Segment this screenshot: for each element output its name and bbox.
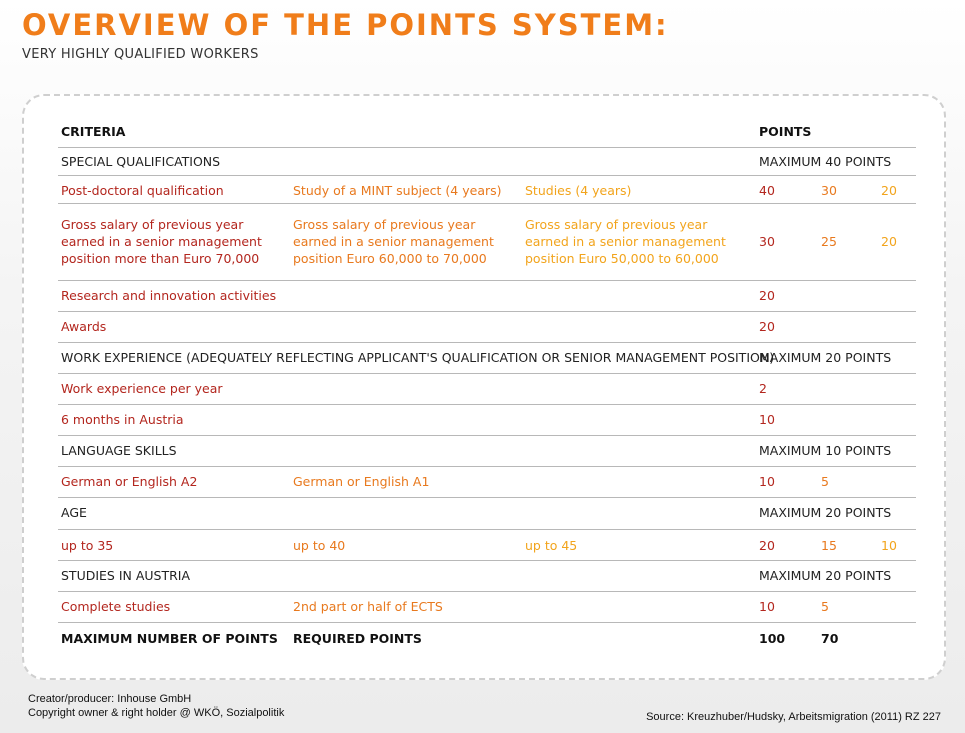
- points-level-1: 10: [759, 474, 775, 489]
- points-level-2: 30: [821, 183, 837, 198]
- section-row-age: [58, 498, 916, 530]
- points-level-1: 10: [759, 412, 775, 427]
- section-label: AGE: [61, 505, 87, 520]
- section-label: SPECIAL QUALIFICATIONS: [61, 154, 221, 169]
- points-level-3: 20: [881, 183, 897, 198]
- points-level-2: 5: [821, 599, 829, 614]
- section-max-points: MAXIMUM 20 POINTS: [759, 505, 892, 520]
- footer-source: Source: Kreuzhuber/Hudsky, Arbeitsmigration (2011) RZ 227: [646, 711, 941, 723]
- criterion-level-2: German or English A1: [293, 474, 430, 489]
- points-level-2: 15: [821, 538, 837, 553]
- page-subtitle: VERY HIGHLY QUALIFIED WORKERS: [22, 47, 259, 62]
- points-level-3: 20: [881, 234, 897, 249]
- points-level-1: 30: [759, 234, 775, 249]
- table-row-postdoc: [58, 176, 916, 204]
- criterion-level-2: 2nd part or half of ECTS: [293, 599, 443, 614]
- section-row-language-skills: [58, 436, 916, 467]
- section-row-special-qualifications: [58, 148, 916, 176]
- criterion-level-3-line-3: position Euro 50,000 to 60,000: [525, 251, 719, 266]
- footer-creator: Creator/producer: Inhouse GmbH: [28, 693, 192, 705]
- points-level-1: 20: [759, 288, 775, 303]
- footer-copyright: Copyright owner & right holder @ WKÖ, Sozialpolitik: [28, 707, 285, 719]
- criterion-level-3-line-1: Gross salary of previous year: [525, 217, 708, 232]
- section-max-points: MAXIMUM 20 POINTS: [759, 350, 892, 365]
- criterion-level-2-line-2: earned in a senior management: [293, 234, 494, 249]
- points-level-3: 10: [881, 538, 897, 553]
- criterion-level-1: Post-doctoral qualification: [61, 183, 224, 198]
- table-row-language: [58, 467, 916, 498]
- table-row-age: [58, 530, 916, 561]
- criterion-level-1: Awards: [61, 319, 107, 334]
- criterion-level-1: up to 35: [61, 538, 114, 553]
- table-header-row: [58, 115, 916, 148]
- points-level-2: 25: [821, 234, 837, 249]
- section-max-points: MAXIMUM 40 POINTS: [759, 154, 892, 169]
- criterion-level-3: Studies (4 years): [525, 183, 632, 198]
- section-max-points: MAXIMUM 10 POINTS: [759, 443, 892, 458]
- page-title: OVERVIEW OF THE POINTS SYSTEM:: [22, 8, 669, 42]
- points-header: POINTS: [759, 124, 812, 139]
- points-level-1: 2: [759, 381, 767, 396]
- section-label: LANGUAGE SKILLS: [61, 443, 177, 458]
- table-row-work-experience-per-year: [58, 374, 916, 405]
- table-row-studies: [58, 592, 916, 623]
- points-level-1: 10: [759, 599, 775, 614]
- points-level-1: 20: [759, 538, 775, 553]
- criterion-level-1: Research and innovation activities: [61, 288, 277, 303]
- criterion-level-2-line-1: Gross salary of previous year: [293, 217, 476, 232]
- table-row-six-months-austria: [58, 405, 916, 436]
- required-points-value: 70: [821, 631, 839, 646]
- points-level-1: 20: [759, 319, 775, 334]
- criterion-level-3: up to 45: [525, 538, 578, 553]
- criteria-header: CRITERIA: [61, 124, 126, 139]
- criterion-level-3-line-2: earned in a senior management: [525, 234, 726, 249]
- table-row-gross-salary: [58, 204, 916, 281]
- section-label: WORK EXPERIENCE (ADEQUATELY REFLECTING APPLICANT'S QUALIFICATION OR SENIOR MANAGEMENT POSITION): [61, 350, 775, 365]
- criterion-level-1: Complete studies: [61, 599, 171, 614]
- table-row-totals: [58, 623, 916, 654]
- max-points-label: MAXIMUM NUMBER OF POINTS: [61, 631, 278, 646]
- criterion-level-2: Study of a MINT subject (4 years): [293, 183, 502, 198]
- criterion-level-1-line-3: position more than Euro 70,000: [61, 251, 260, 266]
- criterion-level-1-line-1: Gross salary of previous year: [61, 217, 244, 232]
- criterion-level-1: 6 months in Austria: [61, 412, 184, 427]
- table-row-research: [58, 281, 916, 312]
- points-level-1: 40: [759, 183, 775, 198]
- criterion-level-2-line-3: position Euro 60,000 to 70,000: [293, 251, 487, 266]
- section-row-work-experience: [58, 343, 916, 374]
- section-max-points: MAXIMUM 20 POINTS: [759, 568, 892, 583]
- section-row-studies-in-austria: [58, 561, 916, 592]
- criterion-level-1-line-2: earned in a senior management: [61, 234, 262, 249]
- max-points-value: 100: [759, 631, 786, 646]
- required-points-label: REQUIRED POINTS: [293, 631, 422, 646]
- table-row-awards: [58, 312, 916, 343]
- criterion-level-2: up to 40: [293, 538, 346, 553]
- criterion-level-1: German or English A2: [61, 474, 198, 489]
- section-label: STUDIES IN AUSTRIA: [61, 568, 191, 583]
- criterion-level-1: Work experience per year: [61, 381, 223, 396]
- points-level-2: 5: [821, 474, 829, 489]
